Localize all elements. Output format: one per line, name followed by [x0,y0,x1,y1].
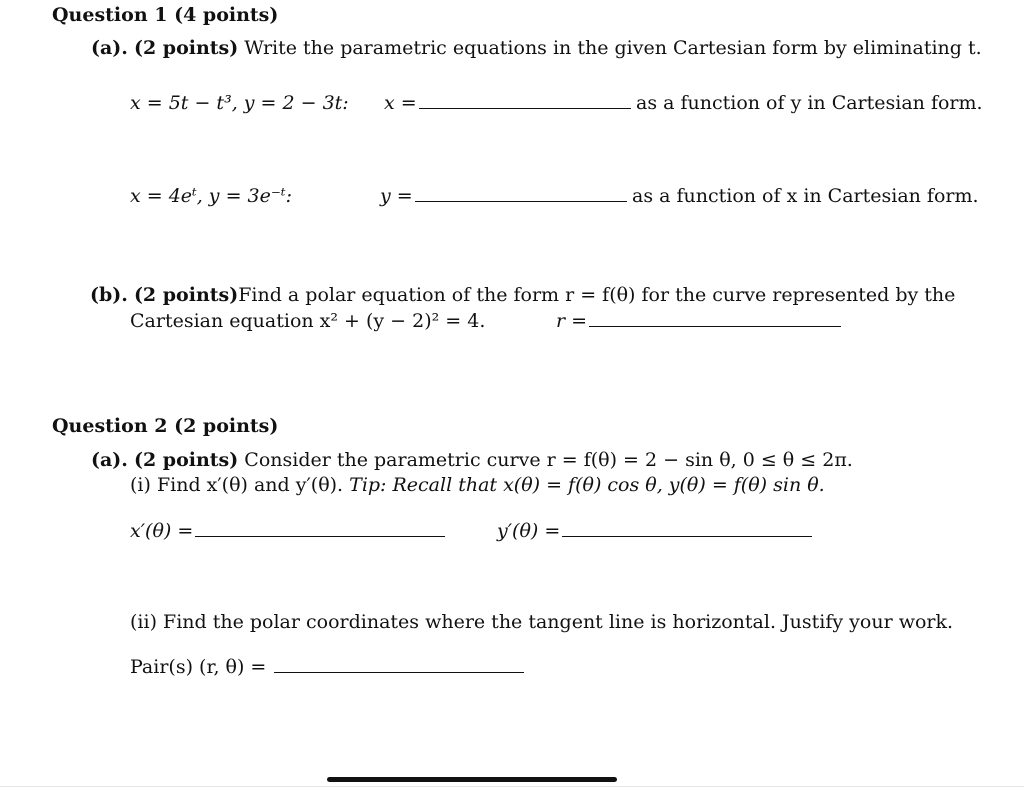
q2a-prompt: Consider the parametric curve r = f(θ) = 2 − sin θ, 0 ≤ θ ≤ 2π. [244,449,853,471]
question-2-heading: Question 2 (2 points) [52,415,279,437]
q1b-line1 [90,284,956,306]
q2a-yprime-blank[interactable] [562,535,812,537]
q1a-row1-answer-blank[interactable] [419,107,631,109]
q2a-part-i [130,475,825,496]
q1b-answer-blank[interactable] [589,325,841,327]
q2a-part-ii: (ii) Find the polar coordinates where the tangent line is horizontal. Justify your work. [130,611,954,633]
q1a-prompt: Write the parametric equations in the given Cartesian form by eliminating t. [244,37,982,59]
q2a-part-i-tip: Tip: Recall that x(θ) = f(θ) cos θ, y(θ) = f(θ) sin θ. [349,474,825,496]
q2a-line1 [91,450,853,471]
q2a-xprime-answer [130,521,445,542]
q2a-yprime-lhs: y′(θ) = [497,520,561,542]
q1a-prompt-line [91,38,982,59]
q2a-yprime-answer [497,521,812,542]
q1a-row1-note: as a function of y in Cartesian form. [636,92,983,114]
q1b-lhs: r = [556,310,588,332]
q2a-part-i-text: (i) Find x′(θ) and y′(θ). [130,474,344,496]
q1a-row1-equations: x = 5t − t³, y = 2 − 3t: [130,92,349,114]
question-1-heading: Question 1 (4 points) [52,4,279,26]
q2a-pairs-answer [130,657,524,678]
q1a-label: (a). [91,37,128,59]
q1a-row2-answer-blank[interactable] [415,200,627,202]
q1b-label: (b). [90,284,128,306]
q1a-row2-answer [380,186,627,207]
q1a-points: (2 points) [133,37,239,59]
q1a-row1-lhs: x = [384,92,417,114]
q1a-row2-lhs: y = [380,185,413,207]
q2a-label: (a). [91,449,128,471]
q1b-points: (2 points) [133,284,239,306]
q2a-points: (2 points) [133,449,239,471]
q1a-row2-equations: x = 4eᵗ, y = 3e⁻ᵗ: [130,185,292,207]
q1a-row2-note: as a function of x in Cartesian form. [632,185,979,207]
q2a-xprime-blank[interactable] [195,535,445,537]
q2a-pairs-lhs: Pair(s) (r, θ) = [130,656,267,678]
q2a-pairs-blank[interactable] [274,671,524,673]
home-indicator[interactable] [327,777,617,782]
q1b-answer [556,311,841,332]
q2a-xprime-lhs: x′(θ) = [130,520,194,542]
q1a-row1-answer [384,93,631,114]
q1b-prompt-line1: Find a polar equation of the form r = f(θ) for the curve represented by the [238,284,956,306]
q1b-prompt-line2: Cartesian equation x² + (y − 2)² = 4. [130,310,486,332]
bottom-divider [0,786,1024,787]
